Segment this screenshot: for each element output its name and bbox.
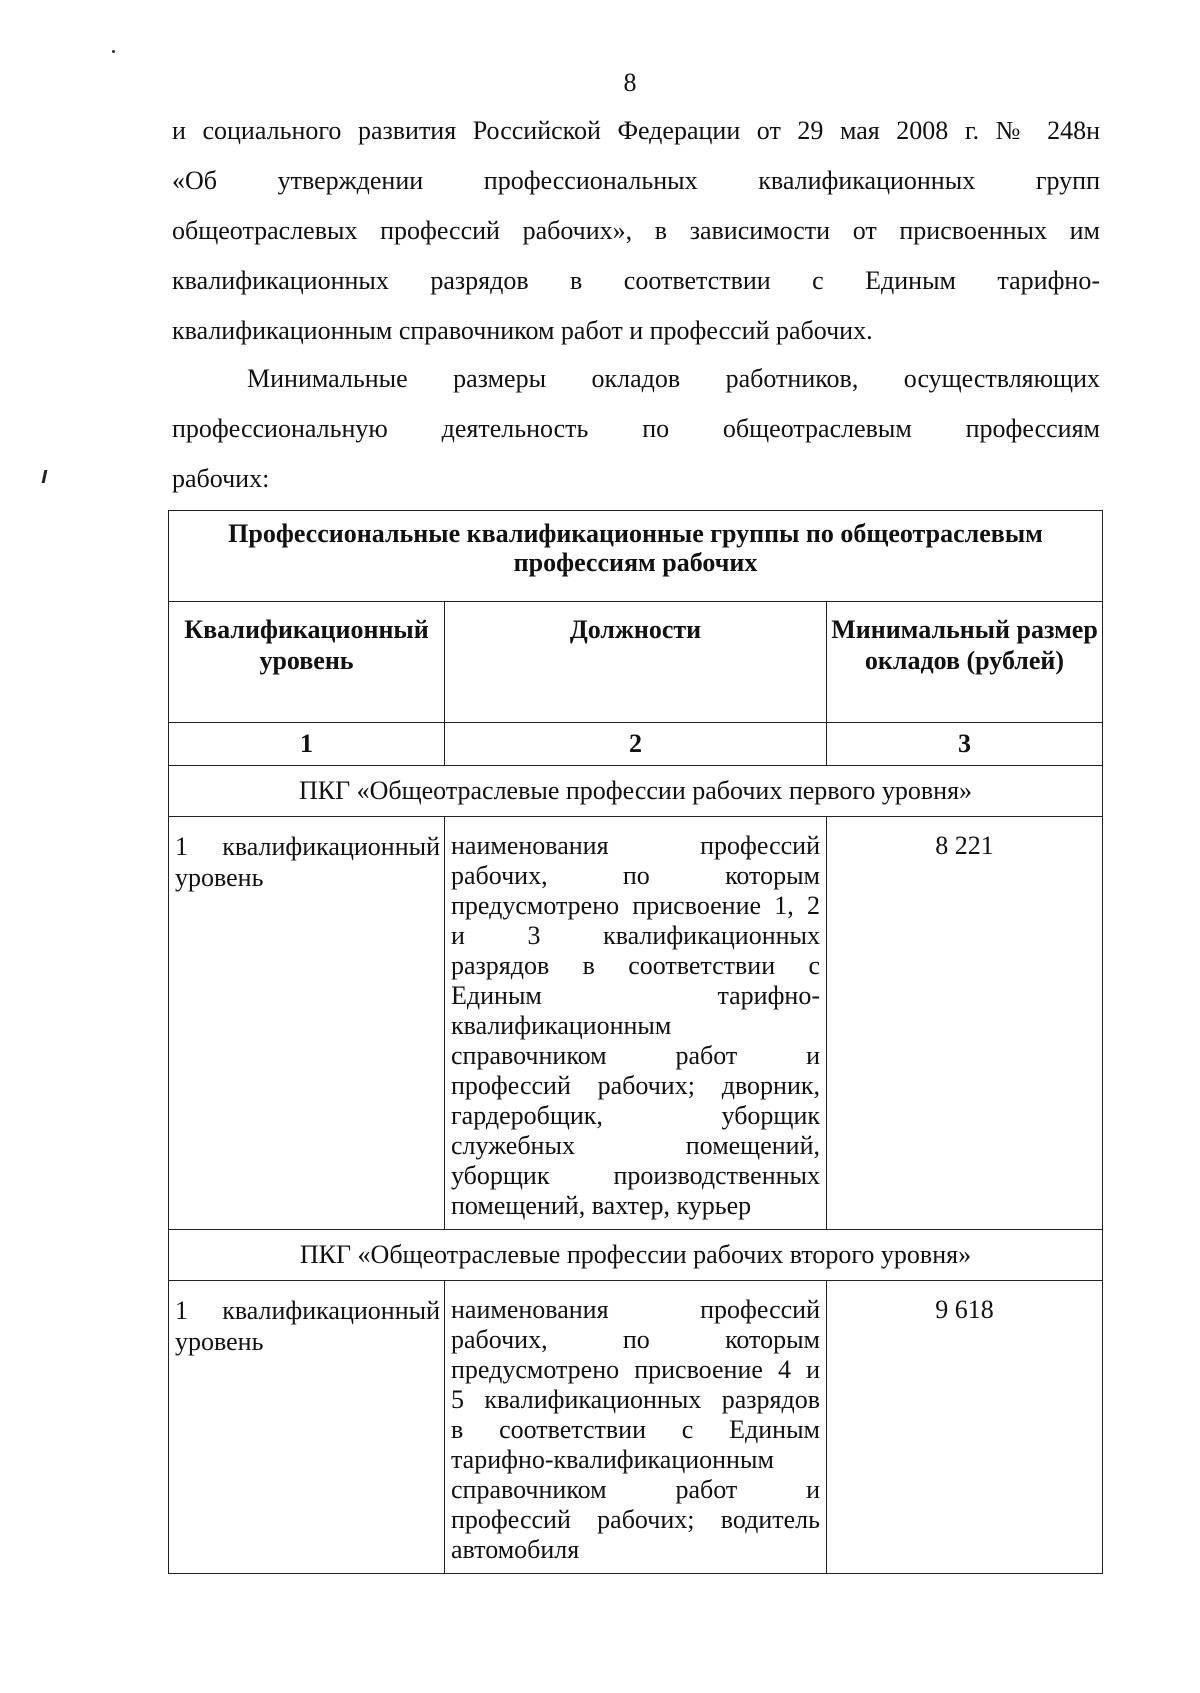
positions-line: Единым тарифно- <box>451 981 820 1010</box>
positions-line: наименования профессий <box>451 1295 820 1324</box>
table-row <box>169 817 1103 1230</box>
level-label: 1 квалификационный <box>175 832 440 861</box>
level-label: уровень <box>175 863 264 892</box>
positions-line: служебных помещений, <box>451 1131 820 1160</box>
column-number: 1 <box>169 723 445 766</box>
level-cell <box>169 817 445 1230</box>
positions-line: наименования профессий <box>451 831 820 860</box>
positions-line: предусмотрено присвоение 4 и <box>451 1355 820 1384</box>
positions-line: справочником работ и <box>451 1475 820 1504</box>
table-title: Профессиональные квалификационные группы по общеотраслевым профессиям рабочих <box>169 511 1103 602</box>
positions-cell <box>445 1281 827 1574</box>
positions-line: гардеробщик, уборщик <box>451 1101 820 1130</box>
positions-line: и 3 квалификационных <box>451 921 820 950</box>
positions-line: квалификационным <box>451 1011 672 1040</box>
column-header-salary: Минимальный размер окладов (рублей) <box>827 602 1103 723</box>
positions-line: профессий рабочих; водитель <box>451 1505 820 1534</box>
group-heading: ПКГ «Общеотраслевые профессии рабочих второго уровня» <box>169 1230 1103 1281</box>
positions-line: в соответствии с Единым <box>451 1415 820 1444</box>
paragraph-line: квалификационным справочником работ и профессий рабочих. <box>172 316 873 345</box>
positions-line: уборщик производственных <box>451 1161 820 1190</box>
column-header-level: Квалификационный уровень <box>169 602 445 723</box>
level-label: 1 квалификационный <box>175 1296 440 1325</box>
salary-value: 9 618 <box>827 1281 1103 1574</box>
scan-speck <box>112 50 115 53</box>
salary-paragraph <box>172 354 1100 504</box>
positions-line: автомобиля <box>451 1535 580 1564</box>
positions-line: профессий рабочих; дворник, <box>451 1071 820 1100</box>
paragraph-line: общеотраслевых профессий рабочих», в зависимости от присвоенных им <box>172 216 1100 245</box>
group-heading: ПКГ «Общеотраслевые профессии рабочих первого уровня» <box>169 766 1103 817</box>
column-number: 2 <box>445 723 827 766</box>
positions-line: справочником работ и <box>451 1041 820 1070</box>
paragraph-line: и социального развития Российской Федерации от 29 мая 2008 г. № 248н <box>172 116 1100 145</box>
positions-line: помещений, вахтер, курьер <box>451 1191 752 1220</box>
positions-line: разрядов в соответствии с <box>451 951 820 980</box>
positions-cell <box>445 817 827 1230</box>
level-label: уровень <box>175 1327 264 1356</box>
level-cell <box>169 1281 445 1574</box>
margin-mark <box>42 470 48 483</box>
table-row <box>169 1281 1103 1574</box>
positions-line: рабочих, по которым <box>451 1325 820 1354</box>
column-header-positions: Должности <box>445 602 827 723</box>
paragraph-line: Минимальные размеры окладов работников, осуществляющих <box>247 364 1100 393</box>
positions-line: 5 квалификационных разрядов <box>451 1385 820 1414</box>
paragraph-line: профессиональную деятельность по общеотраслевым профессиям <box>172 414 1100 443</box>
salary-table <box>168 510 1103 1574</box>
column-number: 3 <box>827 723 1103 766</box>
positions-line: тарифно-квалификационным <box>451 1445 774 1474</box>
paragraph-line: квалификационных разрядов в соответствии с Единым тарифно- <box>172 266 1100 295</box>
paragraph-line: рабочих: <box>172 464 270 493</box>
paragraph-line: «Об утверждении профессиональных квалификационных групп <box>172 166 1100 195</box>
positions-line: предусмотрено присвоение 1, 2 <box>451 891 820 920</box>
salary-value: 8 221 <box>827 817 1103 1230</box>
page-number: 8 <box>623 68 637 97</box>
positions-line: рабочих, по которым <box>451 861 820 890</box>
intro-paragraph <box>172 106 1100 356</box>
